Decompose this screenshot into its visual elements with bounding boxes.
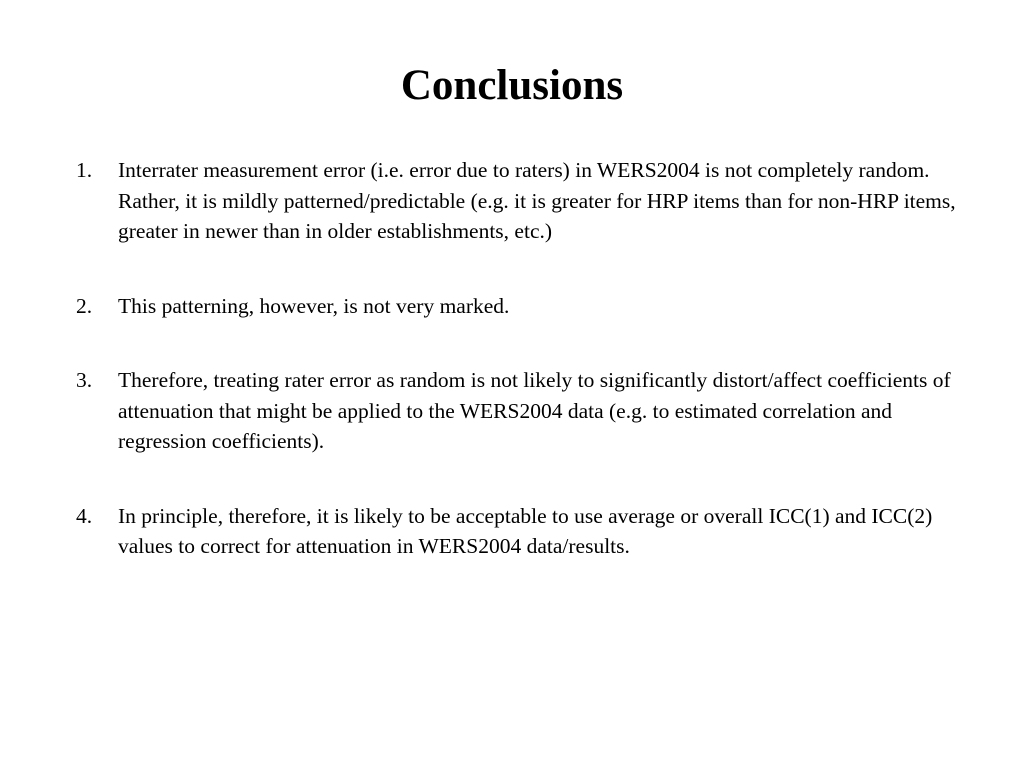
list-item-text: Interrater measurement error (i.e. error due to raters) in WERS2004 is not completely random. Rather, it is mildly patterned/predictable (e.g. it is greater for HRP items than for non-HRP items, greater in newer than in older establishments, etc.)	[118, 158, 956, 243]
list-item	[76, 291, 956, 322]
slide-title: Conclusions	[400, 62, 624, 109]
list-item-number: 4.	[76, 503, 93, 528]
list-item-number: 2.	[76, 293, 93, 318]
list-item-number: 3.	[76, 368, 93, 392]
list-item	[76, 501, 956, 562]
conclusions-list	[76, 155, 956, 606]
list-item-text: This patterning, however, is not very marked.	[118, 293, 510, 318]
list-item	[76, 155, 956, 247]
list-item-text: In principle, therefore, it is likely to be acceptable to use average or overall ICC(1) and ICC(2) values to correct for attenuation in WERS2004 data/results.	[118, 503, 933, 558]
list-item-text: Therefore, treating rater error as random is not likely to significantly distort/affect coefficients of attenuation that might be applied to the WERS2004 data (e.g. to estimated correlation and regression coefficients).	[118, 368, 951, 453]
list-item-number: 1.	[76, 158, 93, 182]
list-item	[76, 365, 956, 457]
